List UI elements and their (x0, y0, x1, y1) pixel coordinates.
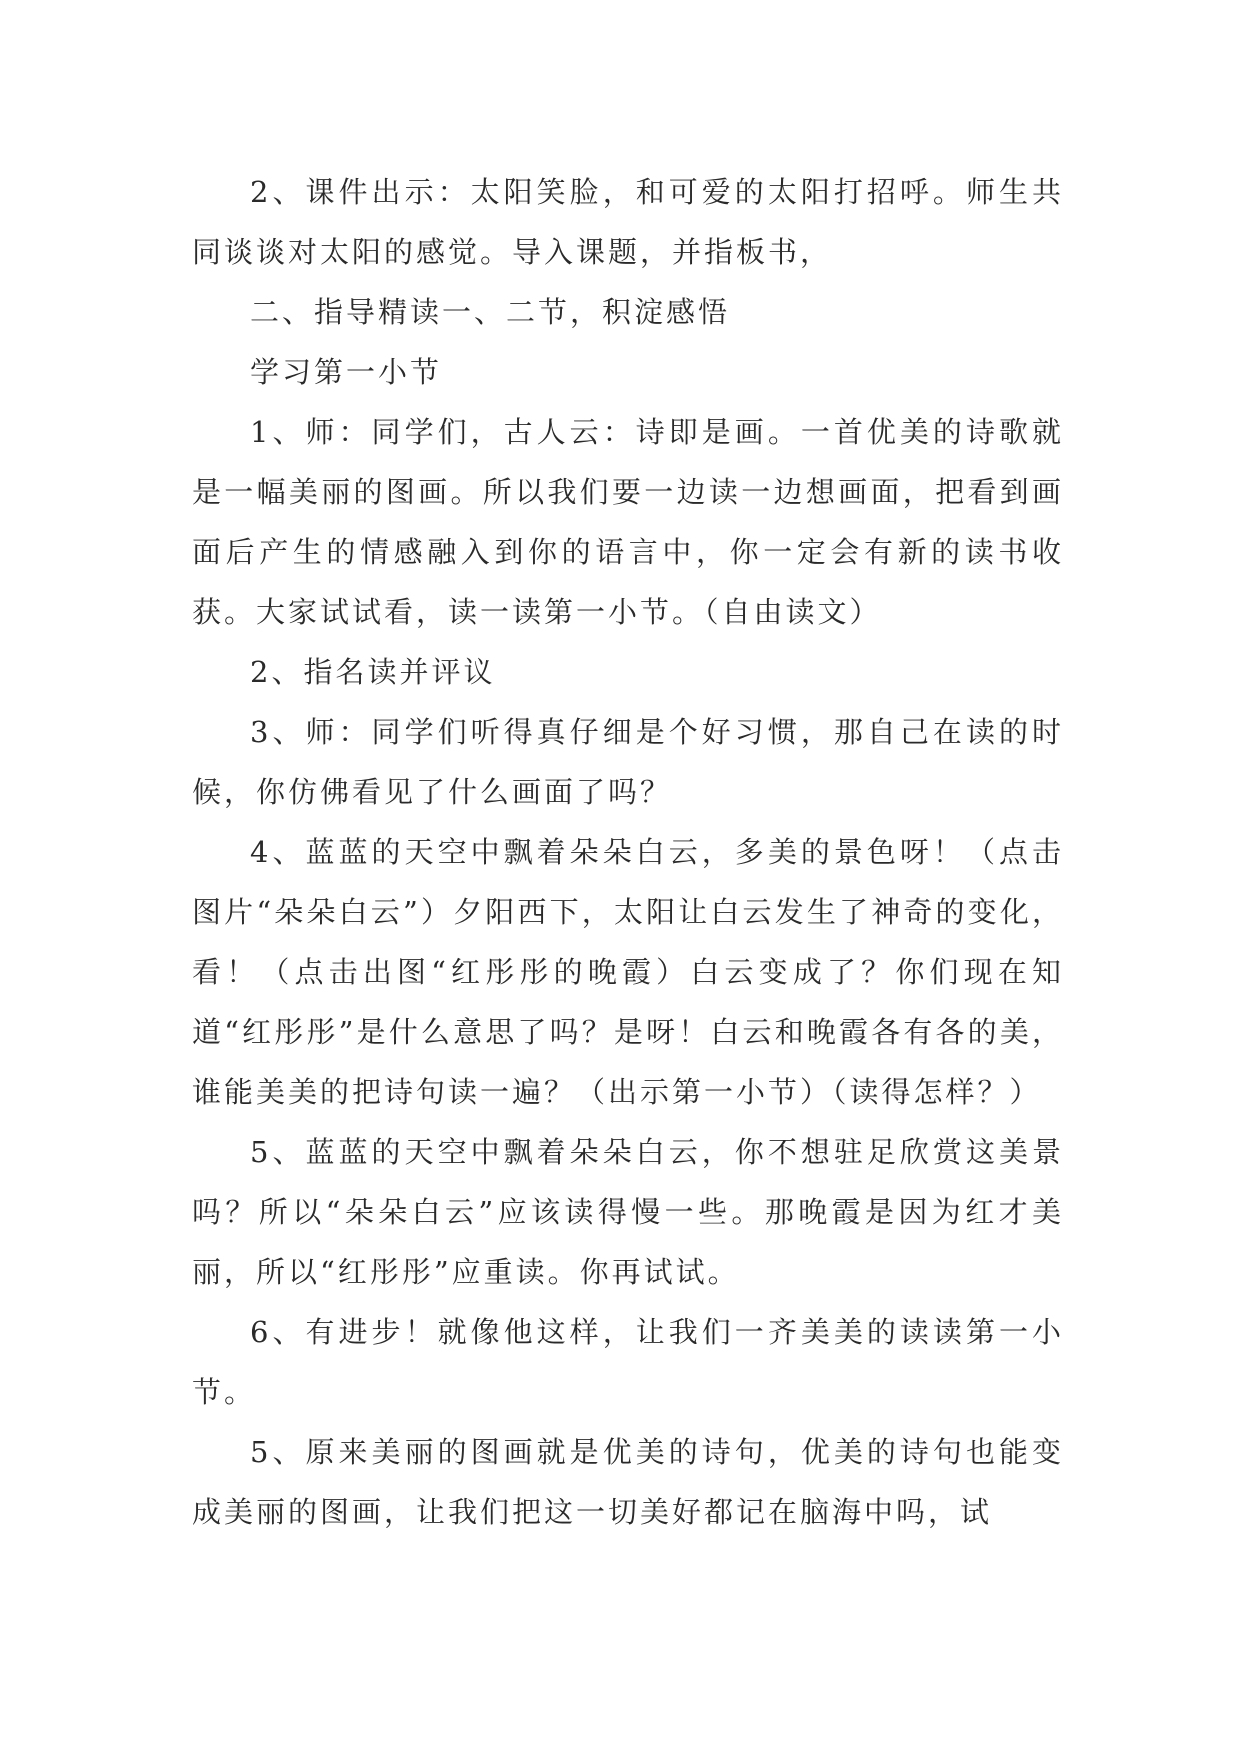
paragraph-step-5-continued: 5、原来美丽的图画就是优美的诗句，优美的诗句也能变成美丽的图画，让我们把这一切美好都记在脑海中吗，试 (192, 1435, 1064, 1529)
paragraph-courseware-intro: 2、课件出示：太阳笑脸，和可爱的太阳打招呼。师生共同谈谈对太阳的感觉。导入课题，并指板书， (192, 175, 1064, 269)
paragraph-step-1: 1、师：同学们，古人云：诗即是画。一首优美的诗歌就是一幅美丽的图画。所以我们要一边读一边想画面，把看到画面后产生的情感融入到你的语言中，你一定会有新的读书收获。大家试试看，读一读第一小节。（自由读文） (192, 415, 1064, 629)
document-body (192, 162, 1064, 1542)
paragraph-step-3: 3、师：同学们听得真仔细是个好习惯，那自己在读的时候，你仿佛看见了什么画面了吗？ (192, 715, 1064, 809)
paragraph-step-4: 4、蓝蓝的天空中飘着朵朵白云，多美的景色呀！（点击图片“朵朵白云”）夕阳西下，太阳让白云发生了神奇的变化，看！（点击出图“红彤彤的晚霞）白云变成了？你们现在知道“红彤彤”是什么意思了吗？是呀！白云和晚霞各有各的美，谁能美美的把诗句读一遍？（出示第一小节）（读得怎样？） (192, 835, 1064, 1109)
subheading-first-section: 学习第一小节 (250, 355, 443, 389)
paragraph-step-5: 5、蓝蓝的天空中飘着朵朵白云，你不想驻足欣赏这美景吗？所以“朵朵白云”应该读得慢一些。那晚霞是因为红才美丽，所以“红彤彤”应重读。你再试试。 (192, 1135, 1064, 1289)
paragraph-step-2: 2、指名读并评议 (250, 655, 496, 689)
section-heading-guided-reading: 二、指导精读一、二节，积淀感悟 (250, 295, 731, 329)
paragraph-step-6: 6、有进步！就像他这样，让我们一齐美美的读读第一小节。 (192, 1315, 1064, 1409)
